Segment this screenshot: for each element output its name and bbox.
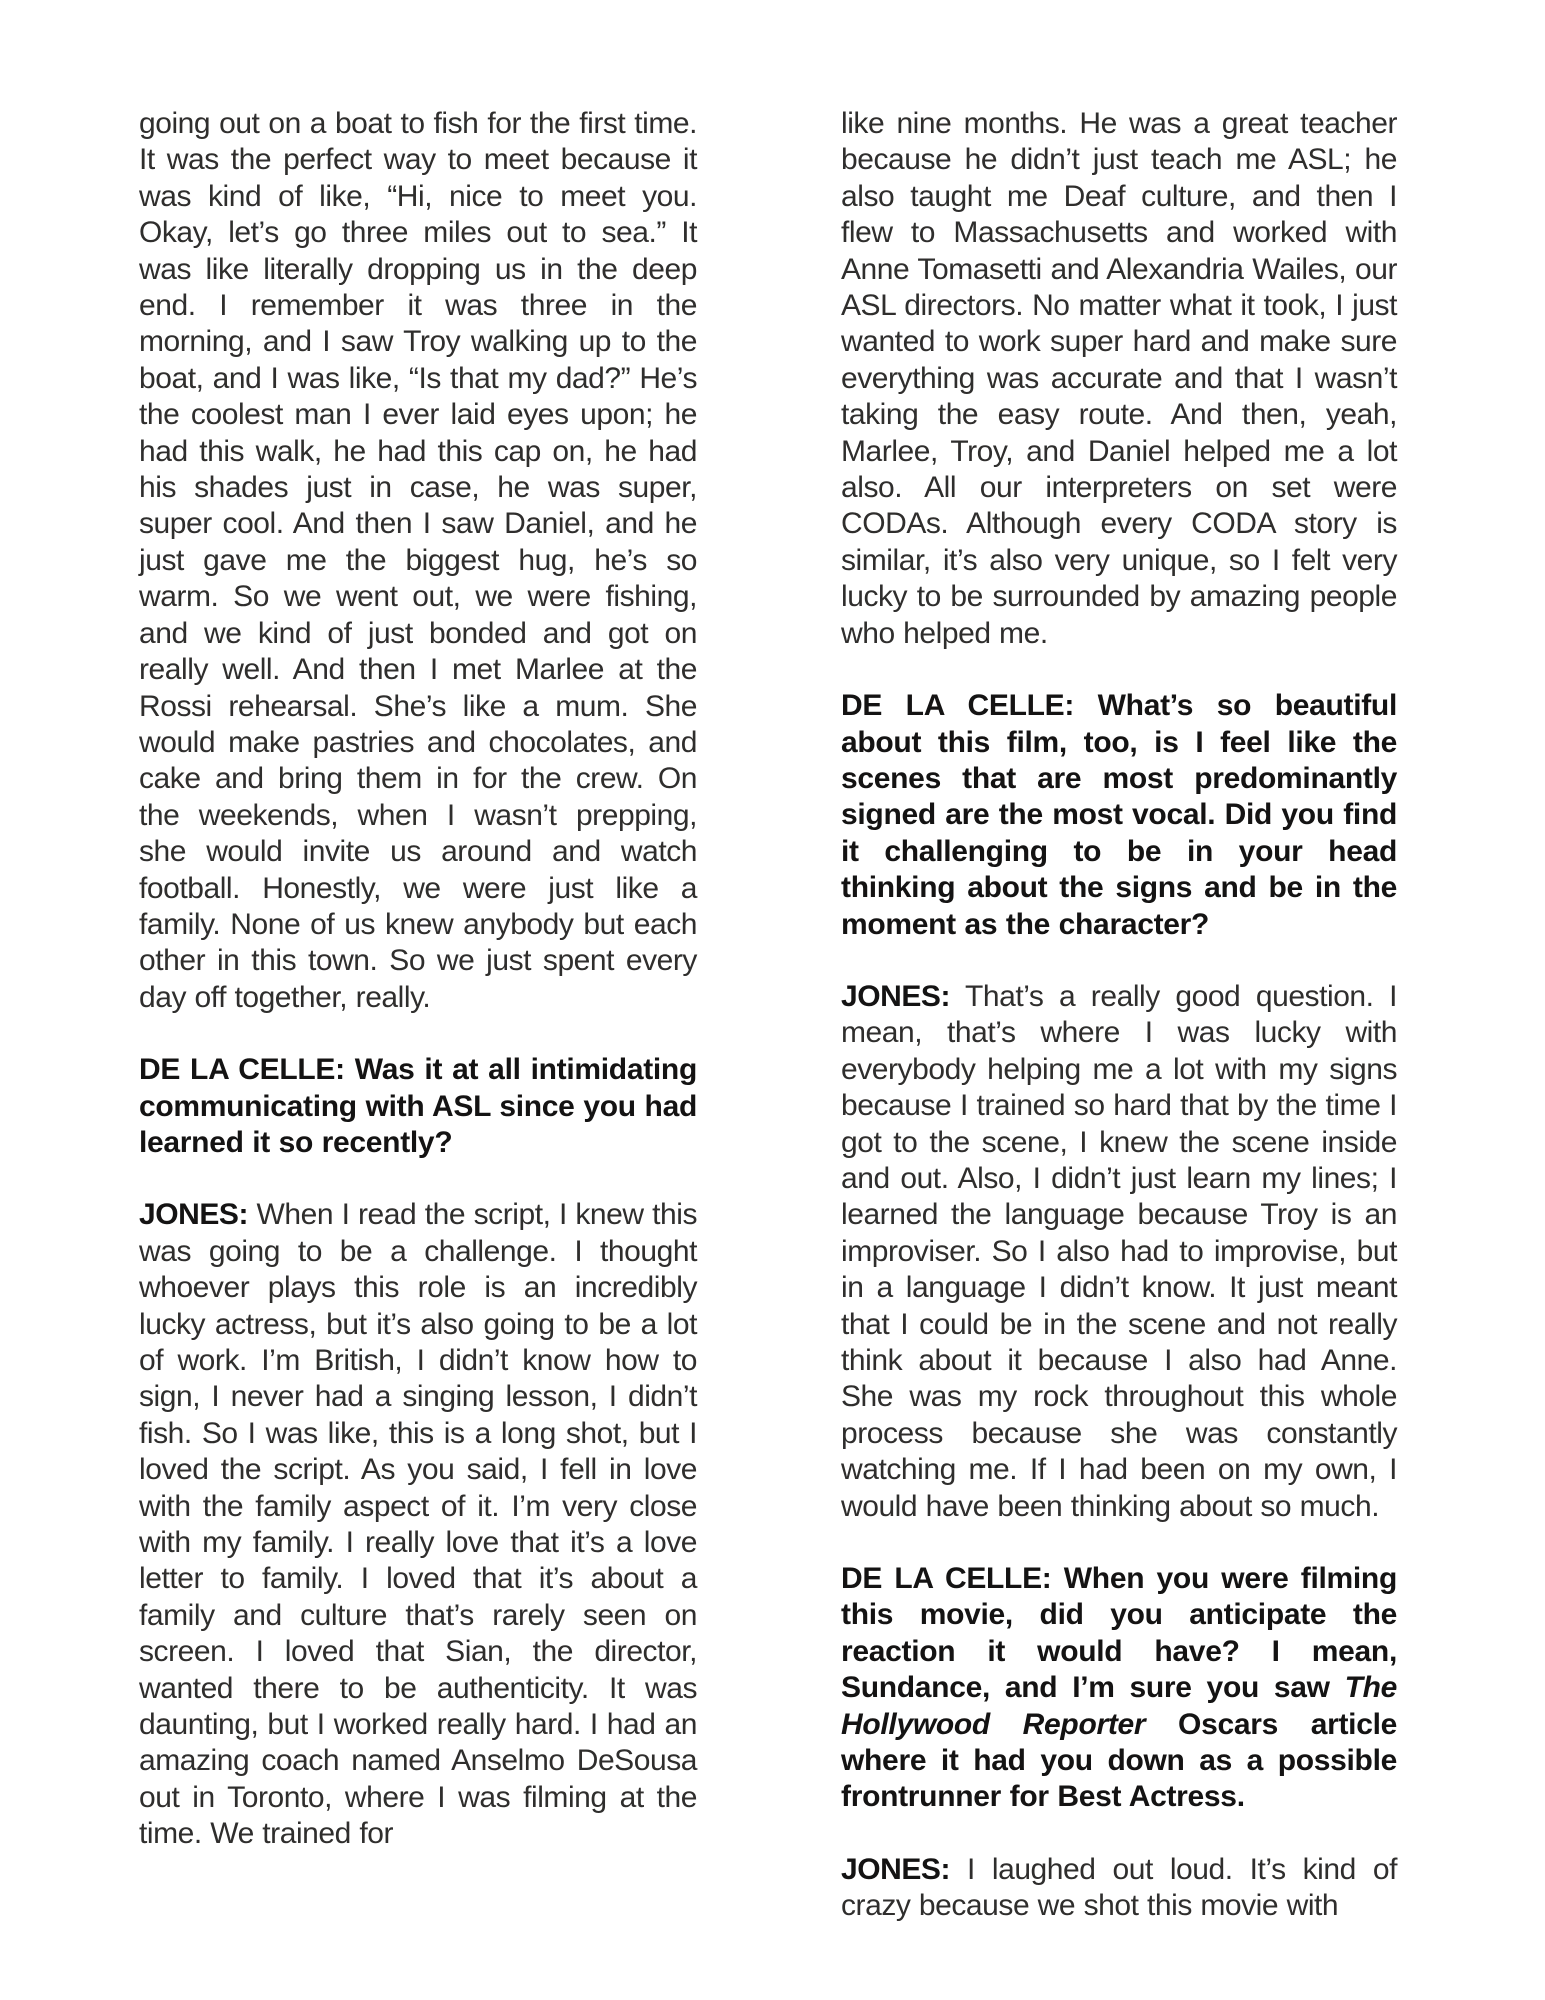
speaker-label: JONES:	[841, 1852, 950, 1886]
text-segment: like nine months. He was a great teacher because he didn’t just teach me ASL; he also taught me Deaf culture, and then I flew to Massachusetts and worked with Anne Tomasetti and Alexandria Wailes, our ASL directors. No matter what it took, I just wanted to work super hard and make sure everything was accurate and that I wasn’t taking the easy route. And then, yeah, Marlee, Troy, and Daniel helped me a lot also. All our interpreters on set were CODAs. Although every CODA story is similar, it’s also very unique, so I felt very lucky to be surrounded by amazing people who helped me.	[841, 107, 1397, 650]
speaker-label: JONES:	[139, 1198, 248, 1232]
interview-answer	[841, 1852, 1397, 1925]
interview-answer	[139, 1197, 697, 1852]
text-segment: I laughed out loud. It’s kind of crazy because we shot this movie with	[841, 1852, 1397, 1923]
text-segment: going out on a boat to fish for the first time. It was the perfect way to meet because it was kind of like, “Hi, nice to meet you. Okay, let’s go three miles out to sea.” It was like literally dropping us in the deep end. I remember it was three in the morning, and I saw Troy walking up to the boat, and I was like, “Is that my dad?” He’s the coolest man I ever laid eyes upon; he had this walk, he had this cap on, he had his shades just in case, he was super, super cool. And then I saw Daniel, and he just gave me the biggest hug, he’s so warm. So we went out, we were fishing, and we kind of just bonded and got on really well. And then I met Marlee at the Rossi rehearsal. She’s like a mum. She would make pastries and chocolates, and cake and bring them in for the crew. On the weekends, when I wasn’t prepping, she would invite us around and watch football. Honestly, we were just like a family. None of us knew anybody but each other in this town. So we just spent every day off together, really.	[139, 107, 697, 1014]
interview-question	[139, 1052, 697, 1161]
speaker-label: JONES:	[841, 979, 950, 1013]
publication-title: The Hollywood Reporter	[841, 1671, 1397, 1741]
interview-question	[841, 688, 1397, 943]
text-segment: DE LA CELLE: Was it at all intimidating communicating with ASL since you had learned it so recently?	[139, 1053, 697, 1159]
text-segment: Oscars article where it had you down as a possible frontrunner for Best Actress.	[841, 1707, 1397, 1814]
text-segment: DE LA CELLE: When you were filming this movie, did you anticipate the reaction it would have? I mean, Sundance, and I’m sure you saw	[841, 1562, 1397, 1705]
interview-question	[841, 1561, 1397, 1816]
interview-answer	[841, 979, 1397, 1525]
right-text-column	[841, 106, 1397, 1925]
left-text-column	[139, 106, 697, 1853]
body-paragraph	[841, 106, 1397, 652]
text-segment: DE LA CELLE: What’s so beautiful about this film, too, is I feel like the scenes that are most predominantly signed are the most vocal. Did you find it challenging to be in your head thinking about the signs and be in the moment as the character?	[841, 689, 1397, 941]
body-paragraph	[139, 106, 697, 1016]
text-segment: When I read the script, I knew this was going to be a challenge. I thought whoever plays this role is an incredibly lucky actress, but it’s also going to be a lot of work. I’m British, I didn’t know how to sign, I never had a singing lesson, I didn’t fish. So I was like, this is a long shot, but I loved the script. As you said, I fell in love with the family aspect of it. I’m very close with my family. I really love that it’s a love letter to family. I loved that it’s about a family and culture that’s rarely seen on screen. I loved that Sian, the director, wanted there to be authenticity. It was daunting, but I worked really hard. I had an amazing coach named Anselmo DeSousa out in Toronto, where I was filming at the time. We trained for	[139, 1198, 697, 1851]
text-segment: That’s a really good question. I mean, that’s where I was lucky with everybody helping me a lot with my signs because I trained so hard that by the time I got to the scene, I knew the scene inside and out. Also, I didn’t just learn my lines; I learned the language because Troy is an improviser. So I also had to improvise, but in a language I didn’t know. It just meant that I could be in the scene and not really think about it because I also had Anne. She was my rock throughout this whole process because she was constantly watching me. If I had been on my own, I would have been thinking about so much.	[841, 979, 1397, 1523]
